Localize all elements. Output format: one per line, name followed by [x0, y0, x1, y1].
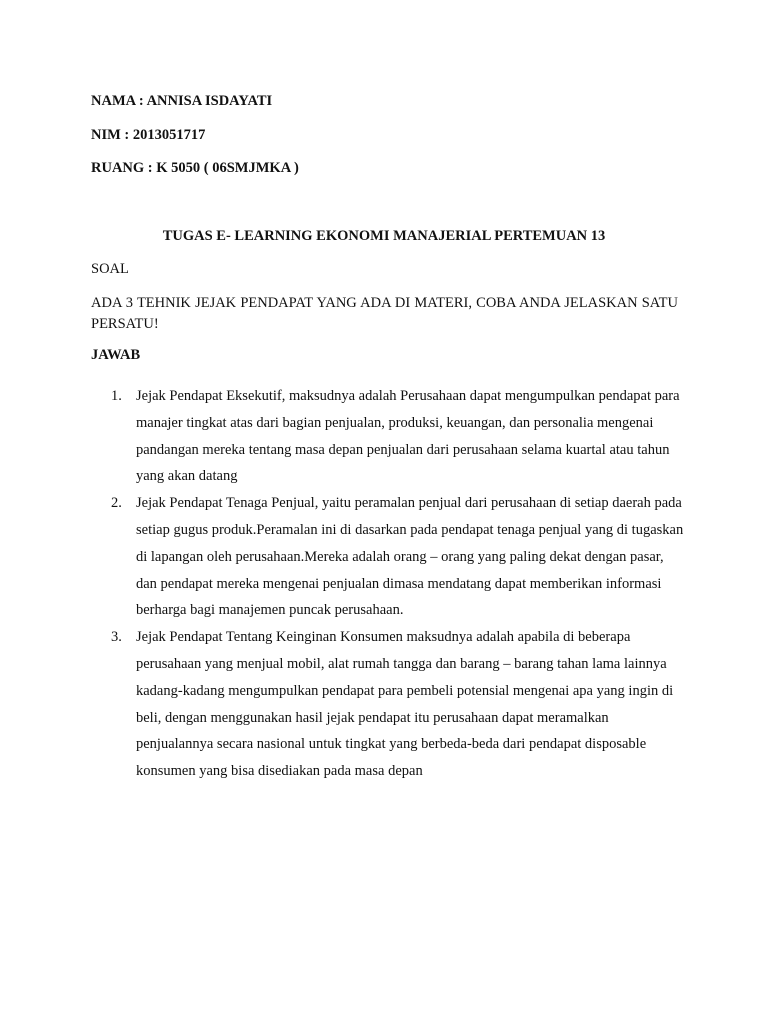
question-text: ADA 3 TEHNIK JEJAK PENDAPAT YANG ADA DI MATERI, COBA ANDA JELASKAN SATU PERSATU! — [91, 295, 678, 332]
assignment-title: TUGAS E- LEARNING EKONOMI MANAJERIAL PERTEMUAN 13 — [162, 228, 606, 244]
answer-item — [91, 490, 686, 624]
answer-number: 1. — [111, 388, 122, 404]
question-label: SOAL — [91, 261, 129, 277]
student-nim: NIM : 2013051717 — [91, 127, 206, 143]
answer-item — [91, 624, 686, 785]
answer-item — [91, 383, 686, 490]
answer-label: JAWAB — [91, 347, 141, 363]
student-room: RUANG : K 5050 ( 06SMJMKA ) — [91, 160, 299, 176]
answer-text: Jejak Pendapat Tenaga Penjual, yaitu peramalan penjual dari perusahaan di setiap daerah pada setiap gugus produk.Peramalan ini di dasarkan pada pendapat tenaga penjual yang di tugaskan di lapangan oleh perusahaan.Mereka adalah orang – orang yang paling dekat dengan pasar, dan pendapat mereka mengenai penjualan dimasa mendatang dapat memberikan informasi berharga bagi manajemen puncak perusahaan. — [136, 495, 684, 619]
answer-number: 2. — [111, 495, 122, 512]
answer-number: 3. — [111, 629, 122, 646]
answer-text: Jejak Pendapat Tentang Keinginan Konsumen maksudnya adalah apabila di beberapa perusahaan yang menjual mobil, alat rumah tangga dan barang – barang tahan lama lainnya kadang-kadang mengumpulkan pendapat para pembeli potensial mengenai apa yang ingin di beli, dengan menggunakan hasil jejak pendapat itu perusahaan dapat meramalkan penjualannya secara nasional untuk tingkat yang berbeda-beda dari pendapat disposable konsumen yang bisa disediakan pada masa depan — [136, 629, 674, 780]
answer-text: Jejak Pendapat Eksekutif, maksudnya adalah Perusahaan dapat mengumpulkan pendapat para manajer tingkat atas dari bagian penjualan, produksi, keuangan, dan personalia mengenai pandangan mereka tentang masa depan penjualan dari perusahaan selama kuartal atau tahun yang akan datang — [136, 388, 680, 485]
answer-list — [91, 383, 686, 785]
student-name: NAMA : ANNISA ISDAYATI — [91, 93, 273, 109]
